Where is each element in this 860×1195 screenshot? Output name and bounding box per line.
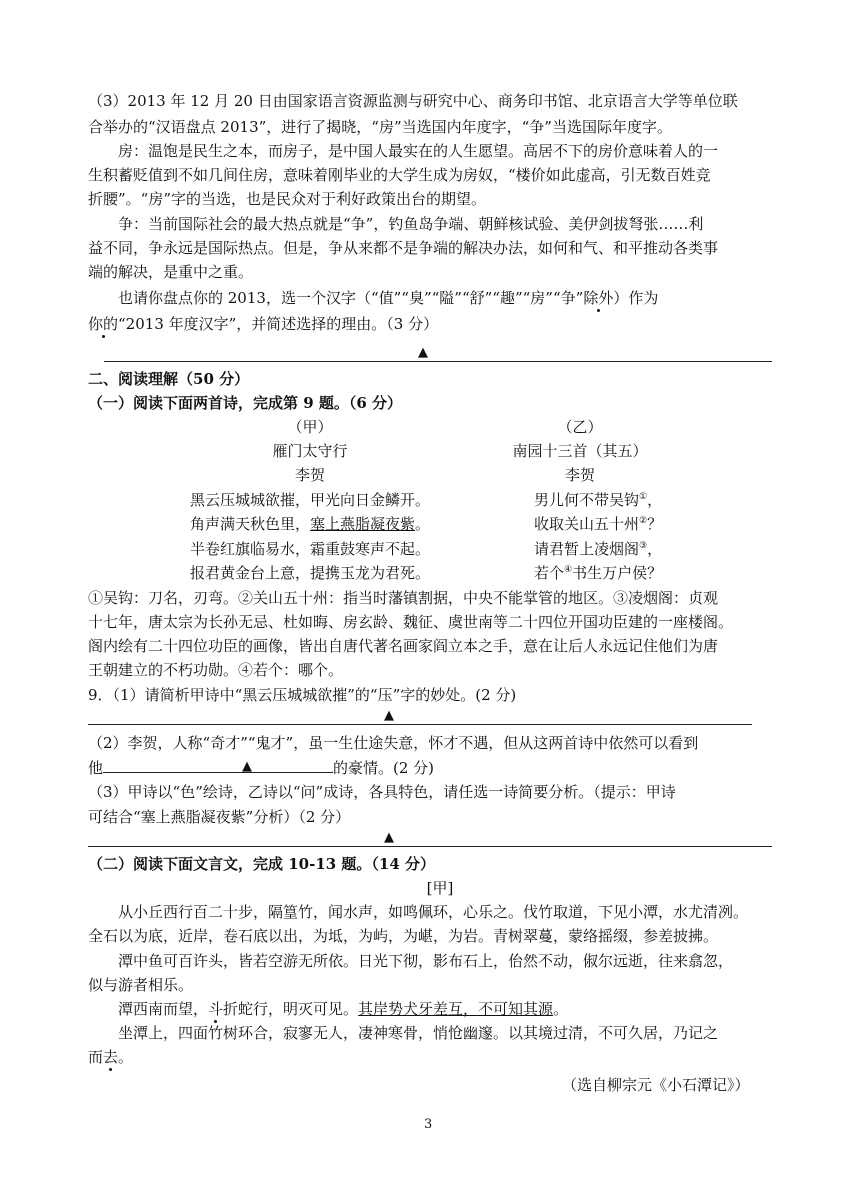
q9-1: 9．（1）请简析甲诗中“黑云压城城欲摧”的“压”字的妙处。(2 分) [88, 686, 517, 704]
footnote-mark-2: ② [639, 516, 648, 526]
q9-2-line2 [88, 757, 434, 779]
answer-line-1 [104, 361, 772, 362]
prose-p3-end: 。 [553, 1000, 569, 1018]
prose-tag: [甲] [426, 879, 454, 897]
poem-b-line1-text: 男儿何不带吴钩 [534, 491, 640, 509]
poem-b-line1-end: ， [647, 491, 663, 509]
poem-a-author: 李贺 [294, 466, 325, 484]
q3-ask-line2 [88, 313, 438, 335]
q3-zheng-line2: 益不同，争永远是国际热点。但是，争从来都不是争端的解决办法，如何和气、和平推动各类事 [88, 239, 719, 257]
prose-p1-line1: 从小丘西行百二十步，隔篁竹，闻水声，如鸣佩环，心乐之。伐竹取道，下见小潭，水尤清冽。 [118, 903, 749, 921]
q3-line2: 合举办的“汉语盘点 2013”，进行了揭晓，“房”当选国内年度字，“争”当选国际年度字。 [88, 118, 672, 136]
note-line1: ①吴钩：刀名，刃弯。②关山五十州：指当时藩镇割据，中央不能掌管的地区。③凌烟阁：贞观 [88, 589, 719, 607]
poem-a-underlined-phrase: 塞上燕脂凝夜紫 [310, 515, 416, 533]
poem-a-line1: 黑云压城城欲摧，甲光向日金鳞开。 [190, 491, 431, 509]
q3-ask-text-a: 也请你盘点你的 2013，选一个汉字（“值”“臭”“隘”“舒”“趣”“房”“争” [118, 289, 584, 307]
q3-zheng-line1: 争：当前国际社会的最大热点就是“争”，钓鱼岛争端、朝鲜核试验、美伊剑拔弩张……利 [118, 215, 704, 233]
poem-a-line2-end: 。 [415, 515, 431, 533]
poem-a-line4: 报君黄金台上意，提携玉龙为君死。 [190, 564, 431, 582]
prose-p4-line1: 坐潭上，四面竹树环合，寂寥无人，凄神寒骨，悄怆幽邃。以其境过清，不可久居，乃记之 [118, 1024, 719, 1042]
prose-p4-line2 [88, 1046, 133, 1068]
q3-fang-line1: 房：温饱是民生之本，而房子，是中国人最实在的人生愿望。高居不下的房价意味着人的一 [118, 142, 719, 160]
q9-2-line1: （2）李贺，人称“奇才”“鬼才”，虽一生仕途失意，怀才不遇，但从这两首诗中依然可以看到 [88, 734, 699, 752]
poem-b-line2-end: ？ [647, 515, 663, 533]
q9-3-line1: （3）甲诗以“色”绘诗，乙诗以“问”成诗，各具特色，请任选一诗简要分析。（提示：甲诗 [88, 783, 676, 801]
poem-b-author: 李贺 [564, 466, 595, 484]
q3-fang-line2: 生积蓄贬值到不如几间住房，意味着刚毕业的大学生成为房奴，“楼价如此虚高，引无数百姓竞 [88, 166, 711, 184]
page-number: 3 [424, 1117, 433, 1132]
poem-b-line3-text: 请君暂上凌烟阁 [534, 540, 640, 558]
prose-p3 [118, 998, 568, 1020]
prose-p4-text-er: 而 [88, 1048, 104, 1066]
prose-underlined-sentence: 其岸势犬牙差互，不可知其源 [358, 1000, 554, 1018]
prose-source: （选自柳宗元《小石潭记》） [562, 1076, 750, 1094]
poem-b-line4-text: 若个 [534, 564, 565, 582]
prose-p3-emphasis-dou: 斗 [208, 1000, 224, 1018]
poem-b-line2-text: 收取关山五十州 [534, 515, 640, 533]
poem-a-line3: 半卷红旗临易水，霜重鼓寒声不起。 [190, 540, 431, 558]
prose-p4-emphasis-qu: 去 [103, 1048, 119, 1066]
poem-a-title: 雁门太守行 [272, 442, 348, 460]
poem-b-line2 [534, 513, 662, 535]
poem-a-line2-text: 角声满天秋色里， [190, 515, 311, 533]
note-line4: 王朝建立的不朽功勋。④若个：哪个。 [88, 661, 344, 679]
poem-b-line4 [534, 562, 662, 584]
part2-title: （二）阅读下面文言文，完成 10-13 题。（14 分） [88, 855, 436, 873]
poem-b-line4-end: 书生万户侯？ [572, 564, 663, 582]
q3-ask-emphasis-exclude: 除外 [583, 289, 614, 307]
answer-mark-1: ▲ [418, 345, 428, 360]
answer-line-3 [88, 846, 772, 847]
poem-b-title: 南园十三首（其五） [512, 442, 648, 460]
answer-mark-2: ▲ [384, 708, 394, 723]
q3-fang-line3: 折腰”。“房”字的当选，也是民众对于利好政策出台的期望。 [88, 190, 487, 208]
prose-p4-end: 。 [118, 1048, 134, 1066]
q3-zheng-line3: 端的解决，是重中之重。 [88, 263, 254, 281]
prose-p2-line2: 似与游者相乐。 [88, 976, 194, 994]
q3-ask-text-d: “2013 年度汉字”，并简述选择的理由。（3 分） [118, 315, 439, 333]
q9-3-line2: 可结合“塞上燕脂凝夜紫”分析）（2 分） [88, 808, 351, 826]
poem-a-line2 [190, 513, 430, 535]
poem-b-line1 [534, 489, 662, 511]
prose-p1-line2: 全石以为底，近岸，卷石底以出，为坻，为屿，为嵁，为岩。青树翠蔓，蒙络摇缀，参差披拂。 [88, 927, 719, 945]
q9-2-text-he: 他 [88, 759, 104, 777]
poem-b-tag: （乙） [557, 418, 603, 436]
q9-2-text-end: 的豪情。(2 分) [333, 759, 435, 777]
poem-a-tag: （甲） [287, 418, 333, 436]
q3-line1: （3）2013 年 12 月 20 日由国家语言资源监测与研究中心、商务印书馆、北京语言大学等单位联 [88, 92, 738, 110]
q3-ask-emphasis-your: 你的 [88, 315, 119, 333]
poem-b-line3 [534, 538, 662, 560]
footnote-mark-3: ③ [639, 541, 648, 551]
prose-p2-line1: 潭中鱼可百许头，皆若空游无所依。日光下彻，影布石上，佁然不动，俶尔远逝，往来翕忽， [118, 952, 734, 970]
footnote-mark-4: ④ [564, 565, 573, 575]
note-line2: 十七年，唐太宗为长孙无忌、杜如晦、房玄龄、魏征、虞世南等二十四位开国功臣建的一座楼阁。 [88, 613, 734, 631]
answer-line-2 [88, 724, 752, 725]
answer-mark-4: ▲ [384, 830, 394, 845]
poem-b-line3-end: ， [647, 540, 663, 558]
q3-ask-text-c: ）作为 [613, 289, 659, 307]
section2-title: 二、阅读理解（50 分） [88, 370, 250, 388]
q9-2-fill-blank[interactable] [103, 758, 333, 773]
prose-p3-text-a: 潭西南而望， [118, 1000, 209, 1018]
q3-ask-line1 [118, 287, 658, 309]
prose-p3-text-c: 折蛇行，明灭可见。 [223, 1000, 359, 1018]
answer-mark-3: ▲ [242, 759, 252, 774]
footnote-mark-1: ① [639, 492, 648, 502]
note-line3: 阁内绘有二十四位功臣的画像，皆出自唐代著名画家阎立本之手，意在让后人永远记住他们为唐 [88, 637, 719, 655]
part1-title: （一）阅读下面两首诗，完成第 9 题。（6 分） [88, 394, 403, 412]
